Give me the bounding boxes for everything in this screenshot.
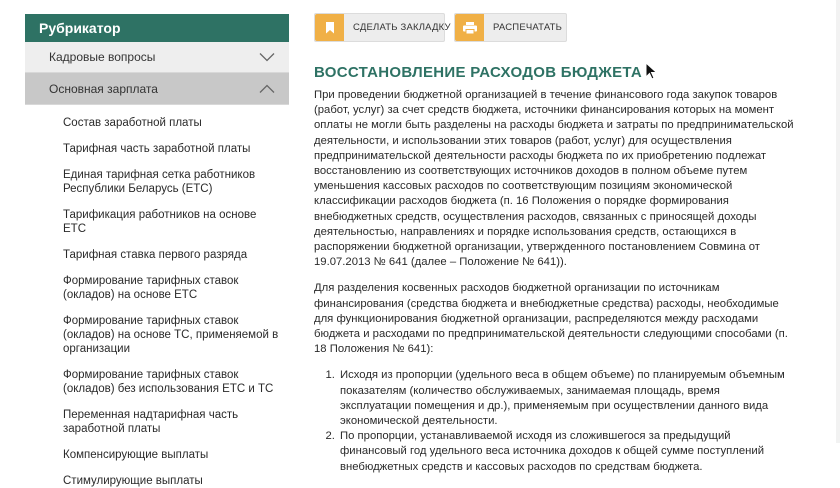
bookmark-button[interactable] [314, 13, 451, 42]
sidebar [25, 14, 289, 487]
print-button[interactable] [454, 13, 567, 42]
sidebar-subitem[interactable]: Тарифная ставка первого разряда [63, 249, 248, 261]
sidebar-subitem[interactable]: Формирование тарифных ставок (окладов) на основе ЕТС [63, 275, 239, 301]
bookmark-icon [315, 14, 344, 41]
sidebar-subitem[interactable]: Стимулирующие выплаты [63, 475, 203, 487]
article-list [314, 368, 794, 474]
article-list-item: 1. Исходя из пропорции (удельного веса в общем объеме) по планируемым объемным показателям (количество обслуживаемых, занимаемая площадь, время эксплуатации помещения и др.), применяемым при осуществлении данного вида экономической деятельности. [338, 368, 794, 429]
sidebar-subitem[interactable]: Формирование тарифных ставок (окладов) на основе ТС, применяемой в организации [63, 315, 279, 355]
sidebar-subitem[interactable]: Компенсирующие выплаты [63, 449, 209, 461]
sidebar-subitem[interactable]: Состав заработной платы [63, 117, 202, 129]
sidebar-subitems [25, 105, 289, 488]
page-scrollbar[interactable] [836, 0, 840, 443]
chevron-up-icon[interactable] [259, 73, 277, 104]
print-button-label: РАСПЕЧАТАТЬ [493, 22, 563, 33]
bookmark-button-label: СДЕЛАТЬ ЗАКЛАДКУ [353, 22, 451, 33]
article [314, 64, 794, 475]
sidebar-section-label: Кадровые вопросы [49, 50, 156, 64]
sidebar-subitem[interactable]: Тарификация работников на основе ЕТС [63, 209, 257, 235]
article-list-item: 2. По пропорции, устанавливаемой исходя из сложившегося за предыдущий финансовый год удельного веса источника доходов к общей сумме поступлений внебюджетных средств и кассовых расходов по средствам бюджета. [338, 429, 794, 475]
sidebar-subitem[interactable]: Единая тарифная сетка работников Республики Беларусь (ЕТС) [63, 169, 256, 195]
sidebar-subitem[interactable]: Тарифная часть заработной платы [63, 143, 251, 155]
sidebar-subitem[interactable]: Переменная надтарифная часть заработной платы [63, 409, 239, 435]
sidebar-section-salary[interactable] [25, 73, 289, 105]
article-paragraph: Для разделения косвенных расходов бюджетной организации по источникам финансирования (средства бюджета и внебюджетные средства) расходы, необходимые для функционирования бюджетной организации, распределяются между расходами бюджета и расходами по предпринимательской деятельности следующими способами (п. 18 Положения № 641): [314, 282, 788, 356]
article-title: ВОССТАНОВЛЕНИЕ РАСХОДОВ БЮДЖЕТА [314, 64, 643, 81]
chevron-down-icon[interactable] [259, 42, 277, 72]
sidebar-section-label: Основная зарплата [49, 82, 158, 96]
sidebar-section-hr[interactable] [25, 42, 289, 73]
article-paragraph: При проведении бюджетной организацией в течение финансового года закупок товаров (работ, услуг) за счет средств бюджета, источники финансирования которых на момент оплаты не могли быть разделены на расходы бюджета и затраты по предпринимательской деятельности, и использовании этих товаров (работ, услуг) для осуществления предпринимательской деятельности расходы бюджета по их приобретению подлежат восстановлению из соответствующих источников доходов в полном объеме путем уменьшения кассовых расходов по соответствующим позициям экономической классификации расходов бюджета (п. 16 Положения о порядке формирования внебюджетных средств, осуществления расходов, связанных с приносящей доходы деятельностью, направлениях и порядке использования средств, остающихся в распоряжении бюджетной организации, утвержденного постановлением Совмина от 19.07.2013 № 641 (далее – Положение № 641)). [314, 89, 794, 269]
rubricator-title: Рубрикатор [25, 14, 289, 42]
printer-icon [455, 14, 484, 41]
sidebar-subitem[interactable]: Формирование тарифных ставок (окладов) без использования ЕТС и ТС [63, 369, 274, 395]
